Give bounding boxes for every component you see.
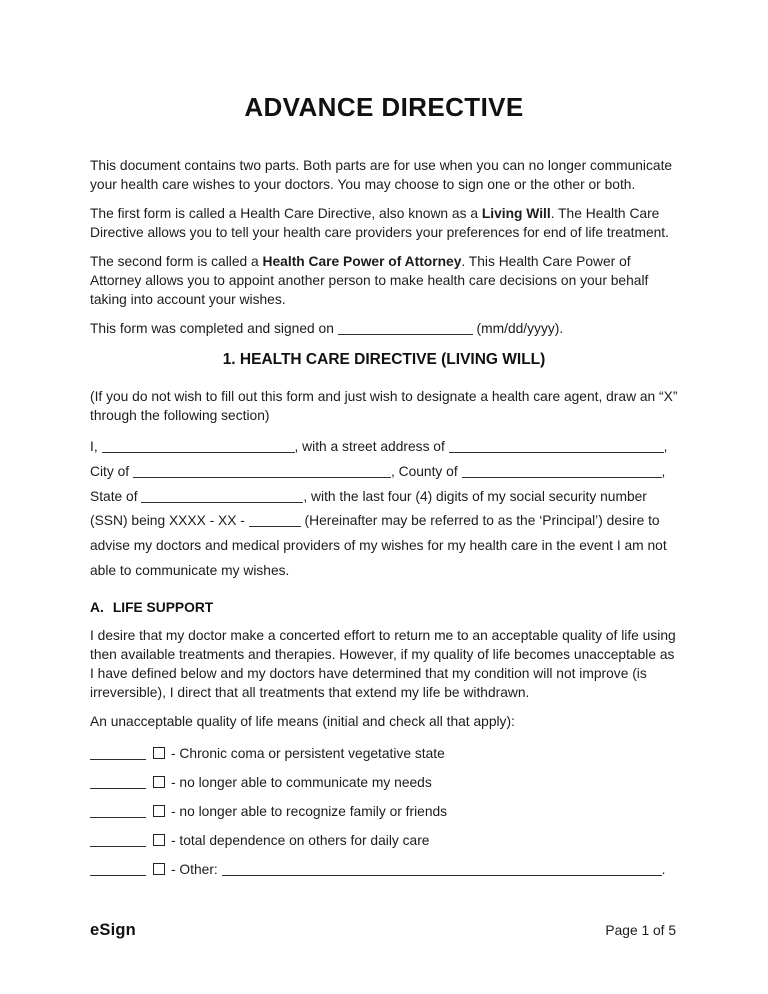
option-other	[90, 860, 678, 879]
intro-paragraph-2-post: . The Health Care Directive allows you to tell your health care providers your preferences for end of life treatment.	[90, 206, 669, 240]
checkbox-communicate-needs[interactable]	[153, 776, 165, 788]
fill-line1-pre: I,	[90, 439, 102, 454]
initials-blank-communicate-needs[interactable]	[90, 775, 146, 789]
intro-paragraph-1: This document contains two parts. Both parts are for use when you can no longer communicate your health care wishes to your doctors. You may choose to sign one or the other or both.	[90, 158, 673, 192]
checkbox-total-dependence[interactable]	[153, 834, 165, 846]
living-will-bold-term: Living Will	[481, 206, 551, 221]
checkbox-recognize-family[interactable]	[153, 805, 165, 817]
fill-line2-mid: , County of	[390, 463, 462, 479]
page-number: Page 1 of 5	[605, 923, 676, 938]
initials-blank-chronic-coma[interactable]	[90, 746, 146, 760]
initials-blank-other[interactable]	[90, 862, 146, 876]
fill-line3-post: , with the last four (4) digits of my social security number	[303, 488, 647, 504]
fill-line2-pre: City of	[90, 463, 133, 479]
checkbox-chronic-coma[interactable]	[153, 747, 165, 759]
date-format-hint: (mm/dd/yyyy).	[472, 321, 564, 336]
option-label-recognize-family: - no longer able to recognize family or friends	[171, 803, 448, 819]
intro-paragraph-2	[90, 204, 678, 242]
option-label-communicate-needs: - no longer able to communicate my needs	[171, 774, 432, 790]
unacceptable-quality-intro: An unacceptable quality of life means (initial and check all that apply):	[90, 713, 515, 729]
fill-line1-mid: , with a street address of	[294, 439, 449, 454]
option-other-suffix: .	[661, 861, 666, 877]
fill-line4-post: (Hereinafter may be referred to as the ‘Principal’) desire to	[300, 513, 660, 529]
signed-on-text: This form was completed and signed on	[90, 321, 338, 336]
fill-line-name-address	[90, 435, 678, 460]
date-signed-blank[interactable]	[338, 321, 473, 335]
city-blank[interactable]	[133, 464, 391, 478]
life-support-options	[90, 744, 678, 879]
power-of-attorney-bold-term: Health Care Power of Attorney	[262, 254, 462, 269]
state-blank[interactable]	[141, 489, 303, 503]
initials-blank-recognize-family[interactable]	[90, 804, 146, 818]
fill-line2-post: ,	[661, 463, 666, 479]
option-chronic-coma	[90, 744, 678, 763]
life-support-paragraph: I desire that my doctor make a concerted effort to return me to an acceptable quality of life using then available treatments and therapies. However, if my quality of life becomes unacceptable as I have defined below and my doctors have determined that my condition will not improve (is irreversible), I direct that all treatments that extend my life be withdrawn.	[90, 627, 676, 700]
option-communicate-needs	[90, 773, 678, 792]
life-support-heading	[90, 598, 678, 617]
option-label-chronic-coma: - Chronic coma or persistent vegetative state	[171, 745, 445, 761]
fill-line-city-county	[90, 460, 678, 485]
section1-note: (If you do not wish to fill out this form and just wish to designate a health care agent, draw an “X” through the following section)	[90, 389, 678, 423]
intro-paragraph-3-post: . This Health Care Power of Attorney allows you to appoint another person to make health care decisions on your behalf taking into account your wishes.	[90, 254, 649, 307]
fill-line-continuation-1: advise my doctors and medical providers of my wishes for my health care in the event I am not	[90, 538, 667, 554]
life-support-heading-letter: A.	[90, 599, 104, 615]
fill-line-ssn-digits	[90, 509, 678, 534]
page-footer	[90, 921, 676, 940]
checkbox-other[interactable]	[153, 863, 165, 875]
intro-paragraph-2-pre: The first form is called a Health Care Directive, also known as a	[90, 206, 482, 221]
other-description-blank[interactable]	[222, 862, 662, 876]
fill-line-continuation-2: able to communicate my wishes.	[90, 562, 290, 578]
signed-on-line	[90, 319, 678, 338]
option-label-other: - Other:	[171, 861, 218, 877]
section1-heading: 1. HEALTH CARE DIRECTIVE (LIVING WILL)	[222, 351, 546, 368]
option-label-total-dependence: - total dependence on others for daily care	[171, 832, 430, 848]
option-total-dependence	[90, 831, 678, 850]
option-recognize-family	[90, 802, 678, 821]
fill-line4-pre: (SSN) being XXXX - XX -	[90, 513, 249, 529]
ssn-last-four-blank[interactable]	[249, 513, 301, 527]
life-support-heading-text: LIFE SUPPORT	[112, 599, 214, 615]
fill-line1-post: ,	[663, 439, 668, 454]
esign-logo: eSign	[90, 921, 136, 939]
fill-line3-pre: State of	[90, 488, 142, 504]
principal-name-blank[interactable]	[102, 439, 295, 453]
intro-paragraph-3-pre: The second form is called a	[90, 254, 263, 269]
intro-paragraph-3	[90, 252, 678, 309]
document-title: ADVANCE DIRECTIVE	[244, 92, 524, 122]
street-address-blank[interactable]	[449, 439, 664, 453]
initials-blank-total-dependence[interactable]	[90, 833, 146, 847]
fill-line-state-ssn	[90, 485, 678, 510]
county-blank[interactable]	[462, 464, 662, 478]
principal-info-section	[90, 435, 678, 584]
